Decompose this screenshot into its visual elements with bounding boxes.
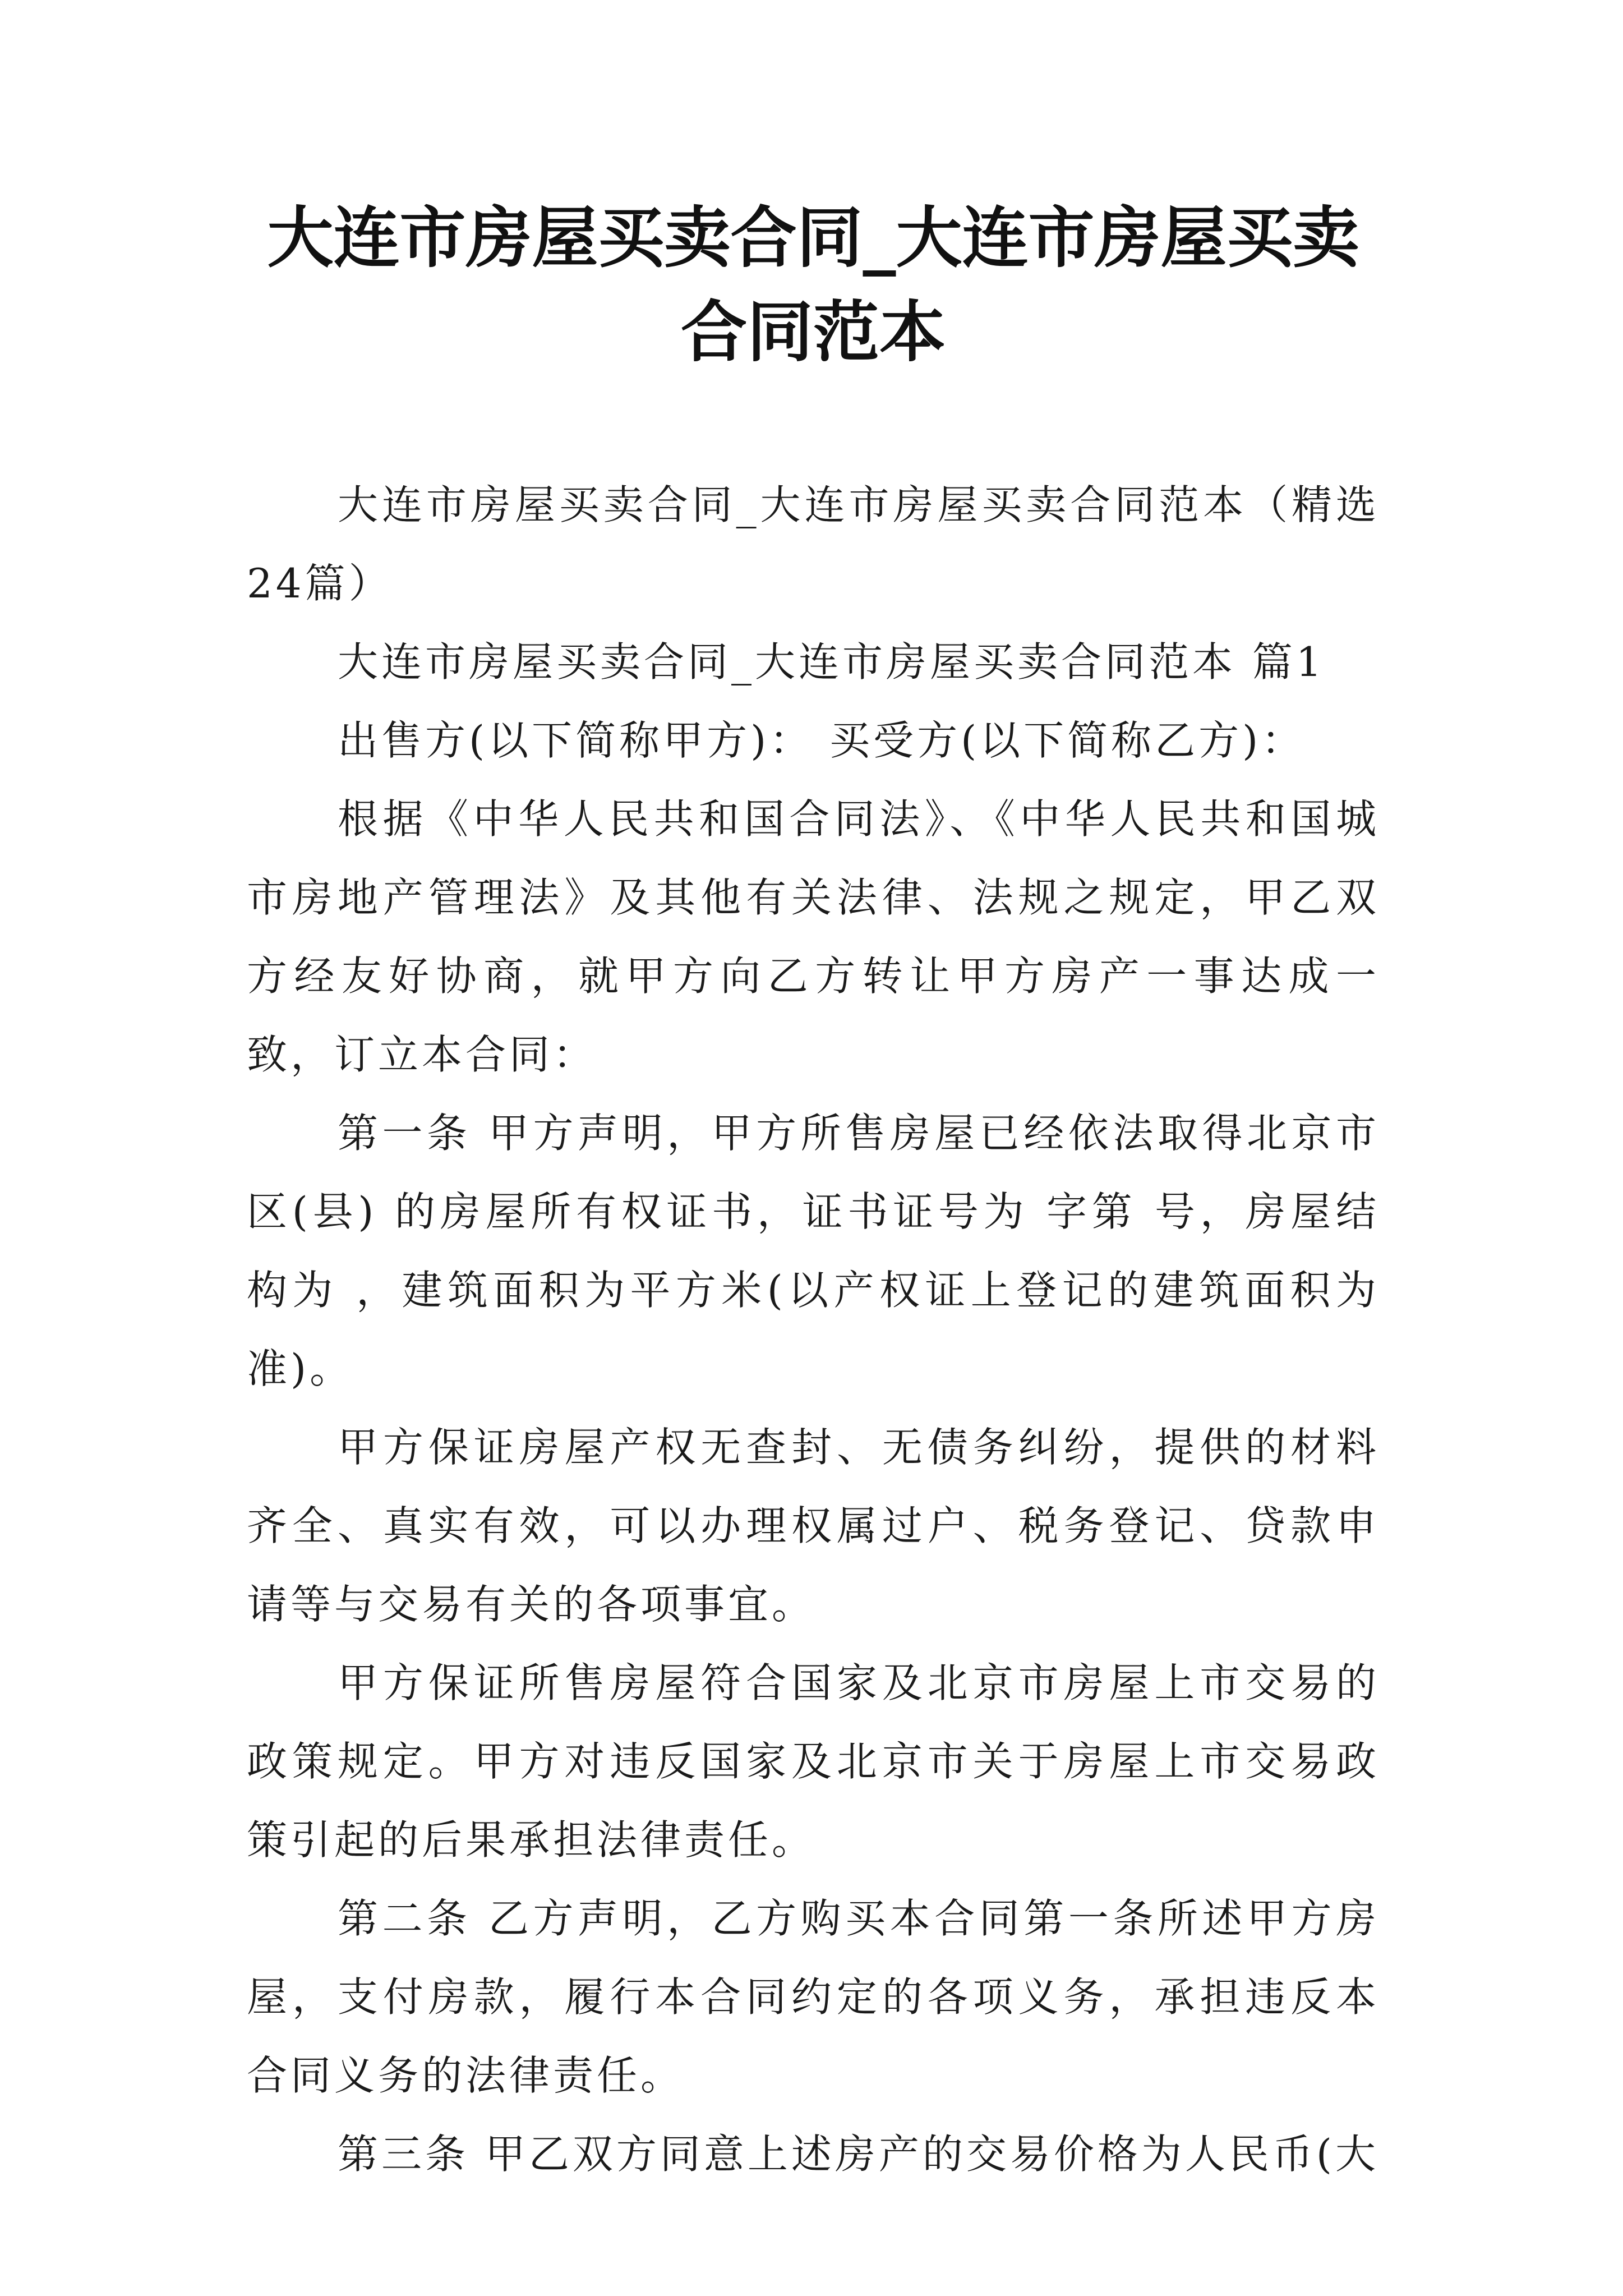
paragraph-article-2: 第二条 乙方声明，乙方购买本合同第一条所述甲方房屋，支付房款，履行本合同约定的各项义务，承担违反本合同义务的法律责任。 xyxy=(247,1895,1380,2099)
paragraph-article-3: 第三条 甲乙双方同意上述房产的交易价格为人民币(大 xyxy=(338,2131,1379,2178)
paragraph-article-heading: 大连市房屋买卖合同_大连市房屋买卖合同范本 篇1 xyxy=(338,638,1325,685)
paragraph-parties: 出售方(以下简称甲方)： 买受方(以下简称乙方)： xyxy=(338,717,1306,764)
paragraph-intro: 大连市房屋买卖合同_大连市房屋买卖合同范本（精选24篇） xyxy=(247,481,1380,607)
paragraph-preamble: 根据《中华人民共和国合同法》、《中华人民共和国城市房地产管理法》及其他有关法律、法规之规定，甲乙双方经友好协商，就甲方向乙方转让甲方房产一事达成一致，订立本合同： xyxy=(247,795,1380,1078)
paragraph-seller-guarantee-1: 甲方保证房屋产权无查封、无债务纠纷，提供的材料齐全、真实有效，可以办理权属过户、税务登记、贷款申请等与交易有关的各项事宜。 xyxy=(247,1424,1380,1628)
paragraph-seller-guarantee-2: 甲方保证所售房屋符合国家及北京市房屋上市交易的政策规定。甲方对违反国家及北京市关于房屋上市交易政策引起的后果承担法律责任。 xyxy=(247,1659,1380,1864)
paragraph-article-1: 第一条 甲方声明，甲方所售房屋已经依法取得北京市区(县) 的房屋所有权证书，证书证号为 字第 号，房屋结构为 ，建筑面积为平方米(以产权证上登记的建筑面积为准)。 xyxy=(247,1110,1380,1392)
document-body xyxy=(247,466,1380,2193)
document-title: 大连市房屋买卖合同_大连市房屋买卖合同范本 xyxy=(267,199,1359,371)
